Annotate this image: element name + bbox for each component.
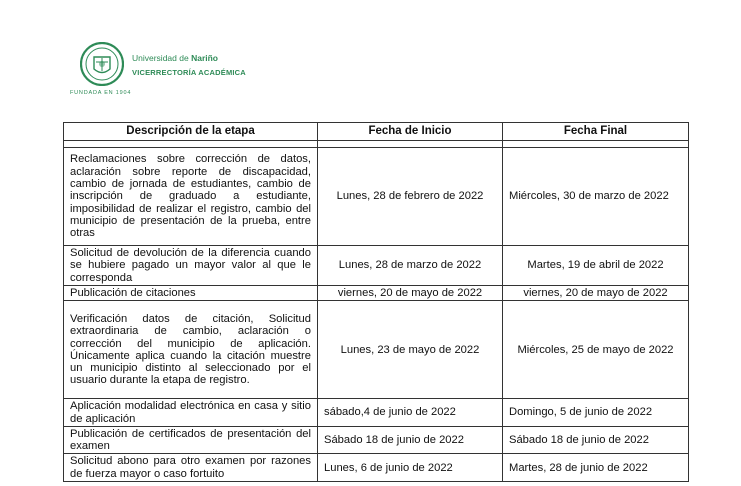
university-seal-icon [80,42,124,86]
row-end-date: Martes, 28 de junio de 2022 [503,454,689,482]
row-description: Publicación de certificados de presentación del examen [64,426,318,454]
row-end-date: Miércoles, 30 de marzo de 2022 [503,148,689,246]
row-end-date: Miércoles, 25 de mayo de 2022 [503,301,689,399]
schedule-table [63,122,689,482]
row-end-date: Sábado 18 de junio de 2022 [503,426,689,454]
row-end-date: viernes, 20 de mayo de 2022 [503,286,689,301]
row-description: Solicitud abono para otro examen por razones de fuerza mayor o caso fortuito [64,454,318,482]
table-row [64,148,689,246]
table-row [64,286,689,301]
table-spacer-row [64,141,689,148]
row-end-date: Domingo, 5 de junio de 2022 [503,399,689,427]
row-start-date: Sábado 18 de junio de 2022 [318,426,503,454]
row-description: Solicitud de devolución de la diferencia cuando se hubiere pagado un mayor valor al que le corresponda [64,246,318,286]
table-row [64,426,689,454]
vice-rectorate-label: VICERRECTORÍA ACADÉMICA [132,68,246,77]
row-start-date: Lunes, 28 de marzo de 2022 [318,246,503,286]
university-name: Universidad de Nariño [132,53,218,63]
founded-label: FUNDADA EN 1904 [70,90,132,96]
header-start-date: Fecha de Inicio [318,123,503,141]
university-header [70,40,310,100]
row-start-date: Lunes, 23 de mayo de 2022 [318,301,503,399]
table-header-row [64,123,689,141]
row-description: Verificación datos de citación, Solicitud extraordinaria de cambio, aclaración o corrección del municipio de aplicación. Únicamente aplica cuando la citación muestre un municipio distinto al seleccionado por el usuario durante la etapa de registro. [64,301,318,399]
table-row [64,246,689,286]
row-description: Publicación de citaciones [64,286,318,301]
header-end-date: Fecha Final [503,123,689,141]
table-row [64,399,689,427]
row-start-date: Lunes, 28 de febrero de 2022 [318,148,503,246]
table-row [64,301,689,399]
header-description: Descripción de la etapa [64,123,318,141]
row-description: Aplicación modalidad electrónica en casa y sitio de aplicación [64,399,318,427]
row-end-date: Martes, 19 de abril de 2022 [503,246,689,286]
table-row [64,454,689,482]
row-start-date: sábado,4 de junio de 2022 [318,399,503,427]
row-description: Reclamaciones sobre corrección de datos, aclaración sobre reporte de discapacidad, cambio de jornada de estudiantes, cambio de inscripción de graduado a estudiante, imposibilidad de realizar el registro, cambio del municipio de presentación de la prueba, entre otras [64,148,318,246]
row-start-date: viernes, 20 de mayo de 2022 [318,286,503,301]
row-start-date: Lunes, 6 de junio de 2022 [318,454,503,482]
